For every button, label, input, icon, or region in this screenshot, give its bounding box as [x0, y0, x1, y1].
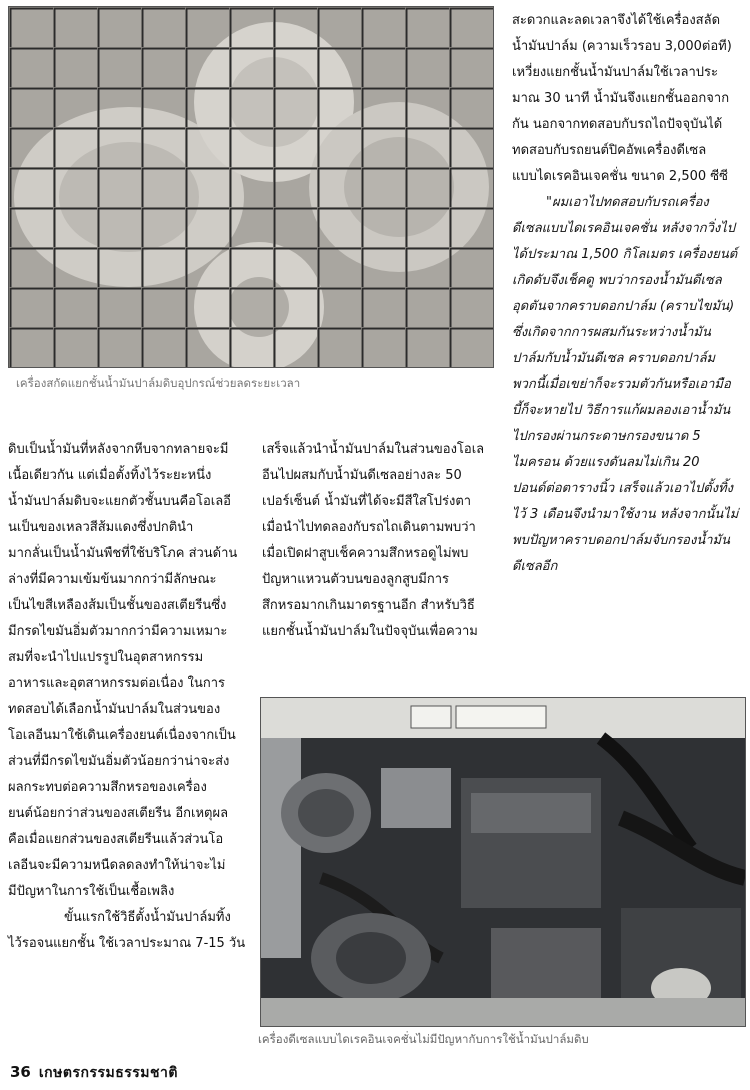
- page-number: 36: [10, 1063, 31, 1081]
- text-line: ทดสอบได้เลือกน้ำมันปาล์มในส่วนของ: [8, 702, 221, 717]
- text-line: ขั้นแรกใช้วิธีตั้งน้ำมันปาล์มทิ้ง: [64, 910, 231, 925]
- text-line: แยกชั้นน้ำมันปาล์มในปัจจุบันเพื่อความ: [262, 624, 478, 639]
- magazine-title: เกษตรกรรมธรรมชาติ: [38, 1065, 178, 1081]
- top-photo-caption: เครื่องสกัดแยกชั้นน้ำมันปาล์มดิบอุปกรณ์ช่วยลดระยะเวลา: [16, 376, 301, 390]
- text-line: นเป็นของเหลวสีส้มแดงซึ่งปกตินำ: [8, 520, 194, 535]
- text-line: น้ำมันปาล์มดิบจะแยกตัวชั้นบนคือโอเลอี: [8, 494, 231, 509]
- text-line: เนื้อเดียวกัน แต่เมื่อตั้งทิ้งไว้ระยะหนึ่ง: [8, 468, 212, 483]
- text-line: เมื่อเปิดฝาสูบเช็คความสึกหรอดูไม่พบ: [262, 546, 469, 561]
- text-line: ปัญหาแหวนตัวบนของลูกสูบมีการ: [262, 572, 450, 587]
- quote-line: ปาล์มกับน้ำมันดีเซล คราบดอกปาล์ม: [512, 351, 716, 366]
- text-line: โอเลอีนมาใช้เดินเครื่องยนต์เนื่องจากเป็น: [8, 728, 236, 743]
- quote-line: ไว้ 3 เดือนจึงนำมาใช้งาน หลังจากนั้นไม่: [512, 507, 739, 522]
- text-line: อาหารและอุตสาหกรรมต่อเนื่อง ในการ: [8, 676, 226, 691]
- text-line: ผลกระทบต่อความสึกหรอของเครื่อง: [8, 780, 207, 795]
- text-line: สมที่จะนำไปแปรรูปในอุตสาหกรรม: [8, 650, 204, 665]
- text-line: สะดวกและลดเวลาจึงได้ใช้เครื่องสลัด: [512, 13, 721, 28]
- quote-line: ไมครอน ด้วยแรงดันลมไม่เกิน 20: [512, 455, 700, 470]
- text-line: แบบไดเรคอินเจคชั่น ขนาด 2,500 ซีซี: [512, 169, 728, 184]
- quote-line: ไปกรองผ่านกระดาษกรองขนาด 5: [512, 429, 701, 444]
- quote-line: ดีเซลแบบไดเรคอินเจคชั่น หลังจากวิ่งไป: [512, 221, 736, 236]
- text-line: เมื่อนำไปทดลองกับรถไถเดินตามพบว่า: [262, 520, 476, 535]
- quote-line: ดีเซลอีก: [512, 559, 558, 574]
- text-line: เป็นไขสีเหลืองส้มเป็นชั้นของสเตียรีนซึ่ง: [8, 598, 227, 613]
- quote-line: ซึ่งเกิดจากการผสมกันระหว่างน้ำมัน: [512, 325, 711, 340]
- quote-line: ได้ประมาณ 1,500 กิโลเมตร เครื่องยนต์: [512, 247, 738, 262]
- text-line: คือเมื่อแยกส่วนของสเตียรีนแล้วส่วนโอ: [8, 832, 224, 847]
- diesel-engine-photo: [260, 697, 746, 1027]
- text-line: เสร็จแล้วนำน้ำมันปาล์มในส่วนของโอเล: [262, 442, 485, 457]
- text-line: ดิบเป็นน้ำมันที่หลังจากหีบจากทลายจะมี: [8, 442, 229, 457]
- text-line: อีนไปผสมกับน้ำมันดีเซลอย่างละ 50: [262, 468, 462, 483]
- text-line: เลอีนจะมีความหนืดลดลงทำให้น่าจะไม่: [8, 858, 226, 873]
- text-line: ส่วนที่มีกรดไขมันอิ่มตัวน้อยกว่าน่าจะส่ง: [8, 754, 230, 769]
- text-line: ไว้รอจนแยกชั้น ใช้เวลาประมาณ 7-15 วัน: [8, 936, 246, 951]
- text-line: เหวี่ยงแยกชั้นน้ำมันปาล์มใช้เวลาประ: [512, 65, 718, 80]
- article-column-middle: [262, 437, 494, 645]
- article-column-right: [512, 8, 744, 580]
- text-line: มากลั่นเป็นน้ำมันพืชที่ใช้บริโภค ส่วนด้าน: [8, 546, 238, 561]
- text-line: น้ำมันปาล์ม (ความเร็วรอบ 3,000ต่อที): [512, 39, 732, 54]
- text-line: ทดสอบกับรถยนต์ปิคอัพเครื่องดีเซล: [512, 143, 707, 158]
- quote-line: ปอนด์ต่อตารางนิ้ว เสร็จแล้วเอาไปตั้งทิ้ง: [512, 481, 733, 496]
- quote-line: "ผมเอาไปทดสอบกับรถเครื่อง: [546, 195, 709, 210]
- page-footer: [10, 1062, 178, 1084]
- text-line: เปอร์เซ็นต์ น้ำมันที่ได้จะมีสีใสโปร่งตา: [262, 494, 472, 509]
- quote-line: อุดตันจากคราบดอกปาล์ม (คราบไขมัน): [512, 299, 735, 314]
- text-line: มีปัญหาในการใช้เป็นเชื้อเพลิง: [8, 884, 175, 899]
- article-column-left: [8, 437, 246, 957]
- text-line: มาณ 30 นาที น้ำมันจึงแยกชั้นออกจาก: [512, 91, 730, 106]
- text-line: ล่างที่มีความเข้มข้นมากกว่ามีลักษณะ: [8, 572, 217, 587]
- text-line: ยนต์น้อยกว่าส่วนของสเตียรีน อีกเหตุผล: [8, 806, 229, 821]
- bottom-photo-caption: เครื่องดีเซลแบบไดเรคอินเจคชั่นไม่มีปัญหากับการใช้น้ำมันปาล์มดิบ: [258, 1032, 589, 1046]
- text-line: มีกรดไขมันอิ่มตัวมากกว่ามีความเหมาะ: [8, 624, 228, 639]
- palm-oil-separator-photo: [8, 6, 494, 368]
- text-line: กัน นอกจากทดสอบกับรถไถปัจจุบันได้: [512, 117, 723, 132]
- quote-line: เกิดดับจึงเช็คดู พบว่ากรองน้ำมันดีเซล: [512, 273, 722, 288]
- quote-line: พบปัญหาคราบดอกปาล์มจับกรองน้ำมัน: [512, 533, 730, 548]
- text-line: สึกหรอมากเกินมาตรฐานอีก สำหรับวิธี: [262, 598, 475, 613]
- quote-line: พวกนี้เมื่อเขย่าก็จะรวมตัวกันหรือเอามือ: [512, 377, 731, 392]
- quote-line: บี้ก็จะหายไป วิธีการแก้ผมลองเอาน้ำมัน: [512, 403, 731, 418]
